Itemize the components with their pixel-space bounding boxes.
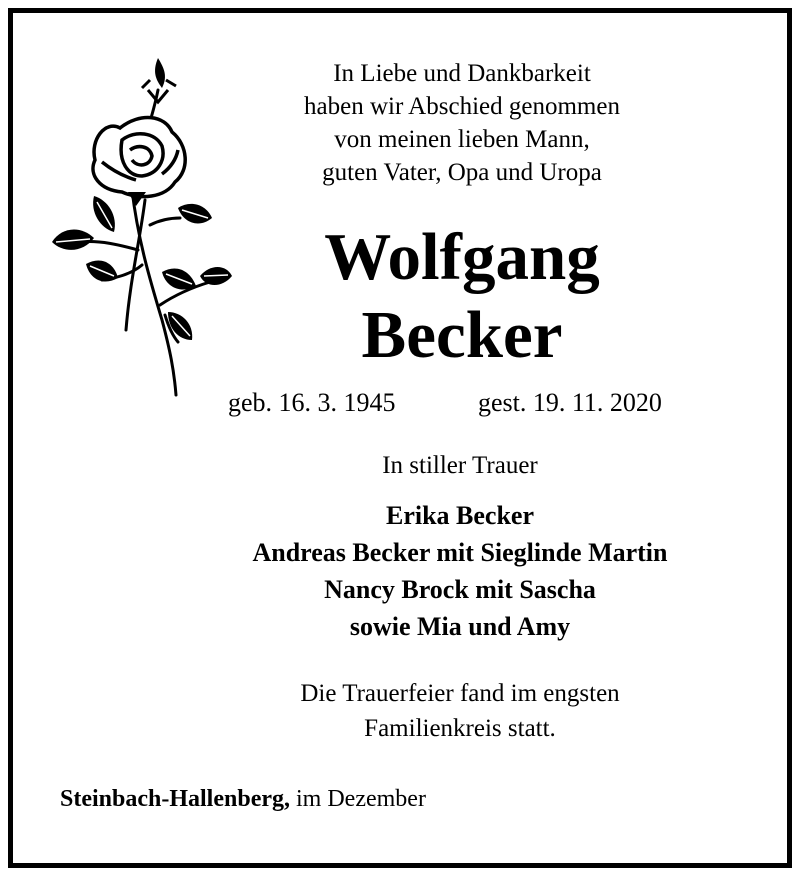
birth-date: geb. 16. 3. 1945 bbox=[228, 388, 396, 417]
place-and-time bbox=[60, 786, 426, 813]
family-member: sowie Mia und Amy bbox=[349, 612, 571, 641]
intro-line-3: von meinen lieben Mann, bbox=[334, 126, 590, 153]
deceased-first-name: Wolfgang bbox=[324, 220, 600, 294]
intro-line-2: haben wir Abschied genommen bbox=[304, 93, 620, 120]
family-member: Nancy Brock mit Sascha bbox=[324, 575, 596, 604]
rose-icon bbox=[50, 50, 235, 398]
place-town: Steinbach-Hallenberg, bbox=[60, 786, 291, 812]
family-member: Erika Becker bbox=[385, 501, 535, 530]
mourning-line: In stiller Trauer bbox=[382, 452, 538, 479]
funeral-notice-line-2: Familienkreis statt. bbox=[364, 715, 556, 742]
family-member: Andreas Becker mit Sieglinde Martin bbox=[252, 538, 668, 567]
intro-line-4: guten Vater, Opa und Uropa bbox=[322, 159, 602, 186]
death-date: gest. 19. 11. 2020 bbox=[478, 388, 662, 417]
funeral-notice-line-1: Die Trauerfeier fand im engsten bbox=[300, 680, 620, 707]
deceased-last-name: Becker bbox=[361, 298, 563, 372]
place-time: im Dezember bbox=[290, 786, 426, 812]
intro-line-1: In Liebe und Dankbarkeit bbox=[333, 60, 591, 87]
